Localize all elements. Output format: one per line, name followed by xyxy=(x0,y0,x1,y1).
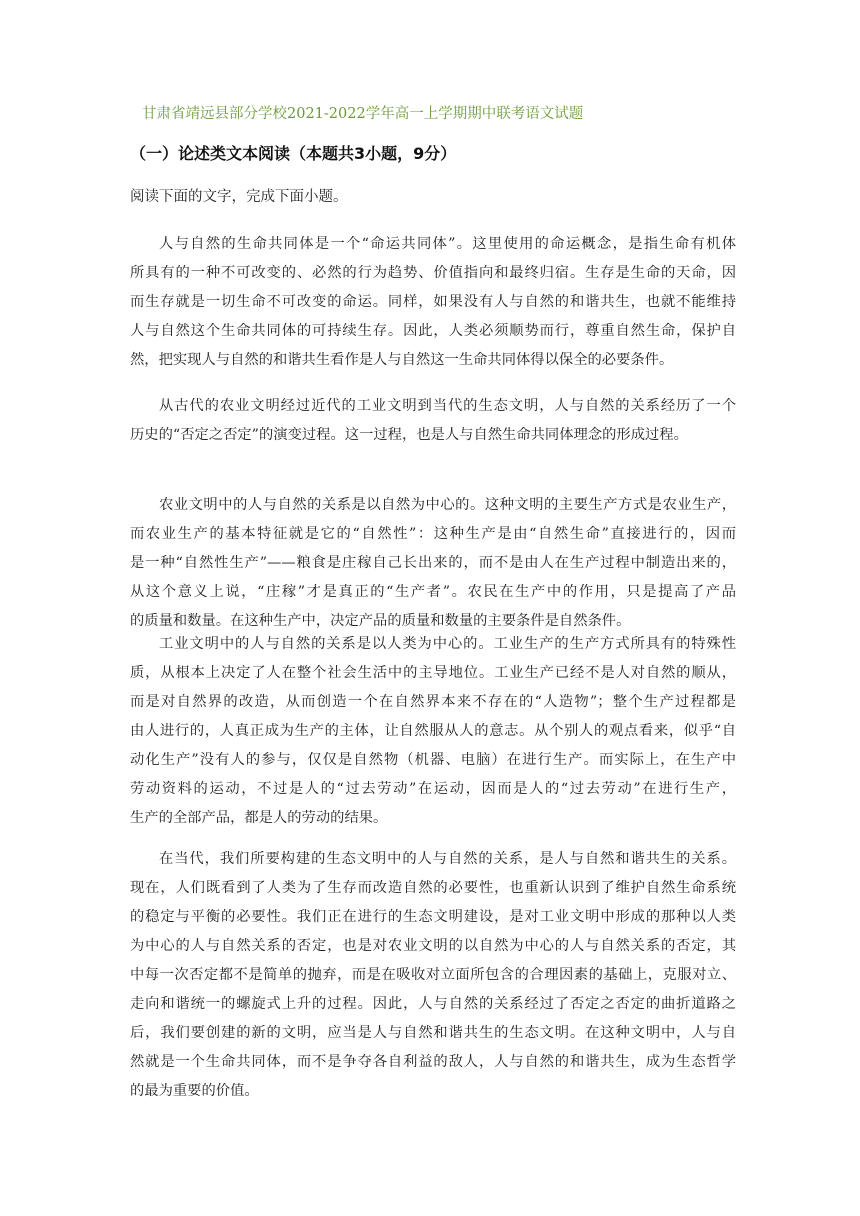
paragraph-line: 中每一次否定都不是简单的抛弃，而是在吸收对立面所包含的合理因素的基础上，克服对立、 xyxy=(130,967,736,983)
paragraph-line: 的最为重要的价值。 xyxy=(130,1083,259,1099)
paragraph-line: 劳动资料的运动，不过是人的“过去劳动”在运动，因而是人的“过去劳动”在进行生产， xyxy=(130,781,736,797)
paragraph-line: 而农业生产的基本特征就是它的“自然性”：这种生产是由“自然生命”直接进行的，因而 xyxy=(130,526,736,542)
paragraph-line: 然就是一个生命共同体，而不是争夺各自利益的敌人，人与自然的和谐共生，成为生态哲学 xyxy=(130,1054,736,1070)
paragraph-line: 工业文明中的人与自然的关系是以人类为中心的。工业生产的生产方式所具有的特殊性 xyxy=(159,636,736,652)
paragraph-line: 动化生产”没有人的参与，仅仅是自然物（机器、电脑）在进行生产。而实际上，在生产中 xyxy=(130,752,736,768)
paragraph-line: 而生存就是一切生命不可改变的命运。同样，如果没有人与自然的和谐共生，也就不能维持 xyxy=(130,294,736,310)
paragraph-line: 生产的全部产品，都是人的劳动的结果。 xyxy=(130,810,388,826)
paragraph-line: 人与自然的生命共同体是一个“命运共同体”。这里使用的命运概念，是指生命有机体 xyxy=(159,236,736,252)
paragraph-3 xyxy=(130,491,736,636)
paragraph-line: 从这个意义上说，“庄稼”才是真正的“生产者”。农民在生产中的作用，只是提高了产品 xyxy=(130,584,736,600)
paragraph-4 xyxy=(130,630,736,833)
paragraph-line: 的稳定与平衡的必要性。我们正在进行的生态文明建设，是对工业文明中形成的那种以人类 xyxy=(130,909,736,925)
paragraph-line: 所具有的一种不可改变的、必然的行为趋势、价值指向和最终归宿。生存是生命的天命，因 xyxy=(130,265,736,281)
paragraph-line: 走向和谐统一的螺旋式上升的过程。因此，人与自然的关系经过了否定之否定的曲折道路之 xyxy=(130,996,736,1012)
paragraph-line: 人与自然这个生命共同体的可持续生存。因此，人类必须顺势而行，尊重自然生命，保护自 xyxy=(130,323,736,339)
paragraph-line: 从古代的农业文明经过近代的工业文明到当代的生态文明，人与自然的关系经历了一个 xyxy=(159,398,736,414)
reading-instruction: 阅读下面的文字，完成下面小题。 xyxy=(130,189,348,205)
paragraph-line: 现在，人们既看到了人类为了生存而改造自然的必要性，也重新认识到了维护自然生命系统 xyxy=(130,880,736,896)
paragraph-line: 的质量和数量。在这种生产中，决定产品的质量和数量的主要条件是自然条件。 xyxy=(130,613,631,629)
paragraph-line: 是一种“自然性生产”——粮食是庄稼自己长出来的，而不是由人在生产过程中制造出来的， xyxy=(130,555,736,571)
paragraph-line: 质，从根本上决定了人在整个社会生活中的主导地位。工业生产已经不是人对自然的顺从， xyxy=(130,665,736,681)
section-heading: （一）论述类文本阅读（本题共3小题，9分） xyxy=(130,144,457,163)
paragraph-line: 在当代，我们所要构建的生态文明中的人与自然的关系，是人与自然和谐共生的关系。 xyxy=(159,851,736,867)
paragraph-line: 而是对自然界的改造，从而创造一个在自然界本来不存在的“人造物”；整个生产过程都是 xyxy=(130,694,736,710)
paragraph-2 xyxy=(130,392,736,450)
document-title: 甘肃省靖远县部分学校2021-2022学年高一上学期期中联考语文试题 xyxy=(142,106,584,122)
paragraph-line: 后，我们要创建的新的文明，应当是人与自然和谐共生的生态文明。在这种文明中，人与自 xyxy=(130,1025,736,1041)
paragraph-line: 由人进行的，人真正成为生产的主体，让自然服从人的意志。从个别人的观点看来，似乎“自 xyxy=(130,723,736,739)
paragraph-1 xyxy=(130,230,736,375)
paragraph-line: 然，把实现人与自然的和谐共生看作是人与自然这一生命共同体得以保全的必要条件。 xyxy=(130,352,674,368)
paragraph-5 xyxy=(130,845,736,1106)
paragraph-line: 农业文明中的人与自然的关系是以自然为中心的。这种文明的主要生产方式是农业生产， xyxy=(159,497,736,513)
paragraph-line: 为中心的人与自然关系的否定，也是对农业文明的以自然为中心的人与自然关系的否定，其 xyxy=(130,938,736,954)
paragraph-line: 历史的“否定之否定”的演变过程。这一过程，也是人与自然生命共同体理念的形成过程。 xyxy=(130,427,688,443)
